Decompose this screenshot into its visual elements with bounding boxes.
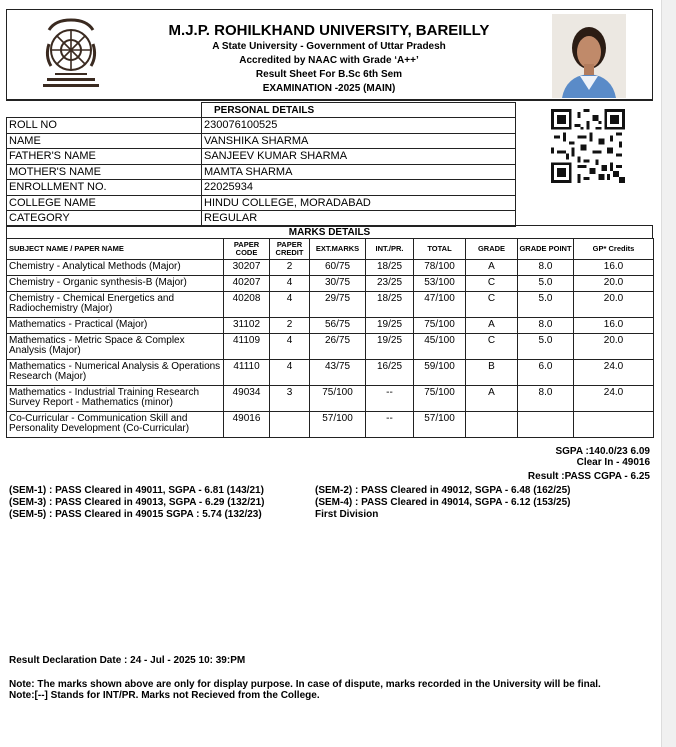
cell-grade-point: 5.0 — [518, 276, 574, 292]
table-row — [7, 386, 654, 412]
qr-code — [551, 109, 625, 183]
cell-total: 57/100 — [414, 412, 466, 438]
cell-total: 75/100 — [414, 318, 466, 334]
cell-int-pr: 19/25 — [366, 334, 414, 360]
table-row — [7, 334, 654, 360]
cell-grade-point: 5.0 — [518, 334, 574, 360]
marks-header-row — [7, 239, 654, 260]
col-paper-credit: PAPER CREDIT — [270, 239, 310, 260]
cell-paper-code: 31102 — [224, 318, 270, 334]
personal-details-heading: PERSONAL DETAILS — [202, 103, 516, 118]
cell-ext-marks: 60/75 — [310, 260, 366, 276]
cell-ext-marks: 29/75 — [310, 292, 366, 318]
cell-ext-marks: 26/75 — [310, 334, 366, 360]
cell-grade: A — [466, 386, 518, 412]
cell-subject: Mathematics - Metric Space & Complex Analysis (Major) — [7, 334, 224, 360]
cell-ext-marks: 30/75 — [310, 276, 366, 292]
header-box — [6, 9, 653, 101]
label-enrollment-no: ENROLLMENT NO. — [7, 180, 202, 196]
cell-int-pr: 18/25 — [366, 260, 414, 276]
cell-grade: C — [466, 334, 518, 360]
cell-int-pr: -- — [366, 386, 414, 412]
sem2-status: (SEM-2) : PASS Cleared in 49012, SGPA - 6.48 (162/25) — [315, 485, 571, 496]
col-total: TOTAL — [414, 239, 466, 260]
table-row — [7, 260, 654, 276]
value-enrollment-no: 22025934 — [202, 180, 516, 196]
cell-grade-point: 5.0 — [518, 292, 574, 318]
label-father-name: FATHER'S NAME — [7, 149, 202, 165]
marks-details-heading: MARKS DETAILS — [6, 225, 653, 239]
cell-grade-point: 8.0 — [518, 386, 574, 412]
value-college-name: HINDU COLLEGE, MORADABAD — [202, 195, 516, 211]
sem3-status: (SEM-3) : PASS Cleared in 49013, SGPA - 6.29 (132/21) — [9, 497, 265, 508]
cell-grade — [466, 412, 518, 438]
col-int-pr: INT./PR. — [366, 239, 414, 260]
cell-paper-credit: 4 — [270, 334, 310, 360]
label-category: CATEGORY — [7, 211, 202, 227]
col-ext-marks: EXT.MARKS — [310, 239, 366, 260]
label-mother-name: MOTHER'S NAME — [7, 164, 202, 180]
cell-total: 45/100 — [414, 334, 466, 360]
naac-line: Accredited by NAAC with Grade ‘A++’ — [239, 55, 419, 66]
result-cgpa: Result :PASS CGPA - 6.25 — [527, 471, 650, 482]
col-paper-code: PAPER CODE — [224, 239, 270, 260]
cell-paper-code: 30207 — [224, 260, 270, 276]
col-grade-point: GRADE POINT — [518, 239, 574, 260]
cell-subject: Chemistry - Organic synthesis-B (Major) — [7, 276, 224, 292]
sem4-status: (SEM-4) : PASS Cleared in 49014, SGPA - 6.12 (153/25) — [315, 497, 571, 508]
cell-grade: C — [466, 276, 518, 292]
cell-grade: C — [466, 292, 518, 318]
cell-gp-credits: 16.0 — [574, 260, 654, 276]
cell-subject: Mathematics - Practical (Major) — [7, 318, 224, 334]
cell-total: 75/100 — [414, 386, 466, 412]
label-roll-no: ROLL NO — [7, 118, 202, 134]
cell-int-pr: -- — [366, 412, 414, 438]
value-father-name: SANJEEV KUMAR SHARMA — [202, 149, 516, 165]
sem5-status: (SEM-5) : PASS Cleared in 49015 SGPA : 5.74 (132/23) — [9, 509, 262, 520]
table-row — [7, 164, 516, 180]
examination-line: EXAMINATION -2025 (MAIN) — [262, 83, 396, 94]
cell-paper-credit: 4 — [270, 276, 310, 292]
value-mother-name: MAMTA SHARMA — [202, 164, 516, 180]
university-name: M.J.P. ROHILKHAND UNIVERSITY, BAREILLY — [168, 22, 490, 39]
cell-int-pr: 18/25 — [366, 292, 414, 318]
col-subject: SUBJECT NAME / PAPER NAME — [7, 239, 224, 260]
col-grade: GRADE — [466, 239, 518, 260]
cell-total: 53/100 — [414, 276, 466, 292]
table-row — [7, 276, 654, 292]
cell-paper-code: 41110 — [224, 360, 270, 386]
cell-paper-code: 49016 — [224, 412, 270, 438]
scrollbar[interactable] — [661, 0, 676, 747]
cell-paper-credit — [270, 412, 310, 438]
personal-details-table — [6, 102, 516, 227]
value-name: VANSHIKA SHARMA — [202, 133, 516, 149]
cell-paper-code: 41109 — [224, 334, 270, 360]
sgpa-value: SGPA :140.0/23 6.09 — [555, 446, 650, 457]
table-row — [7, 118, 516, 134]
cell-subject: Mathematics - Industrial Training Research Survey Report - Mathematics (minor) — [7, 386, 224, 412]
cell-subject: Chemistry - Analytical Methods (Major) — [7, 260, 224, 276]
cell-gp-credits: 20.0 — [574, 292, 654, 318]
cell-ext-marks: 43/75 — [310, 360, 366, 386]
cell-grade-point: 8.0 — [518, 260, 574, 276]
cell-paper-credit: 2 — [270, 318, 310, 334]
value-category: REGULAR — [202, 211, 516, 227]
cell-grade-point: 8.0 — [518, 318, 574, 334]
cell-total: 47/100 — [414, 292, 466, 318]
table-row — [7, 412, 654, 438]
table-row — [7, 292, 654, 318]
cell-gp-credits: 20.0 — [574, 276, 654, 292]
table-row — [7, 360, 654, 386]
state-university-line: A State University - Government of Uttar Pradesh — [212, 41, 446, 52]
display-note: Note: The marks shown above are only for display purpose. In case of dispute, marks recorded in the University will be final. — [9, 679, 601, 690]
cell-int-pr: 23/25 — [366, 276, 414, 292]
cell-paper-code: 40208 — [224, 292, 270, 318]
cell-gp-credits: 24.0 — [574, 386, 654, 412]
cell-subject: Mathematics - Numerical Analysis & Operations Research (Major) — [7, 360, 224, 386]
value-roll-no: 230076100525 — [202, 118, 516, 134]
cell-subject: Co-Curricular - Communication Skill and Personality Development (Co-Curricular) — [7, 412, 224, 438]
cell-grade: B — [466, 360, 518, 386]
cell-gp-credits: 24.0 — [574, 360, 654, 386]
label-college-name: COLLEGE NAME — [7, 195, 202, 211]
university-emblem-icon — [35, 16, 107, 90]
student-photo — [552, 14, 626, 98]
result-declaration-date: Result Declaration Date : 24 - Jul - 2025 10: 39:PM — [9, 655, 246, 666]
cell-paper-credit: 4 — [270, 292, 310, 318]
cell-total: 78/100 — [414, 260, 466, 276]
cell-subject: Chemistry - Chemical Energetics and Radiochemistry (Major) — [7, 292, 224, 318]
cell-paper-credit: 3 — [270, 386, 310, 412]
table-row — [7, 318, 654, 334]
cell-grade-point: 6.0 — [518, 360, 574, 386]
cell-grade: A — [466, 260, 518, 276]
cell-total: 59/100 — [414, 360, 466, 386]
sem1-status: (SEM-1) : PASS Cleared in 49011, SGPA - 6.81 (143/21) — [9, 485, 264, 496]
result-sheet-line: Result Sheet For B.Sc 6th Sem — [255, 69, 403, 80]
cell-int-pr: 19/25 — [366, 318, 414, 334]
table-row — [7, 149, 516, 165]
cell-grade-point — [518, 412, 574, 438]
cell-gp-credits: 20.0 — [574, 334, 654, 360]
marks-table — [6, 238, 654, 438]
col-gp-credits: GP* Credits — [574, 239, 654, 260]
clear-in: Clear In - 49016 — [576, 457, 650, 468]
cell-paper-credit: 2 — [270, 260, 310, 276]
label-name: NAME — [7, 133, 202, 149]
table-row — [7, 133, 516, 149]
cell-ext-marks: 57/100 — [310, 412, 366, 438]
cell-grade: A — [466, 318, 518, 334]
cell-gp-credits: 16.0 — [574, 318, 654, 334]
cell-ext-marks: 75/100 — [310, 386, 366, 412]
cell-paper-credit: 4 — [270, 360, 310, 386]
cell-paper-code: 40207 — [224, 276, 270, 292]
division: First Division — [315, 509, 379, 520]
cell-paper-code: 49034 — [224, 386, 270, 412]
table-row — [7, 195, 516, 211]
cell-gp-credits — [574, 412, 654, 438]
int-pr-note: Note:[--] Stands for INT/PR. Marks not Recieved from the College. — [9, 690, 320, 701]
table-row — [7, 180, 516, 196]
table-row — [7, 211, 516, 227]
cell-int-pr: 16/25 — [366, 360, 414, 386]
cell-ext-marks: 56/75 — [310, 318, 366, 334]
